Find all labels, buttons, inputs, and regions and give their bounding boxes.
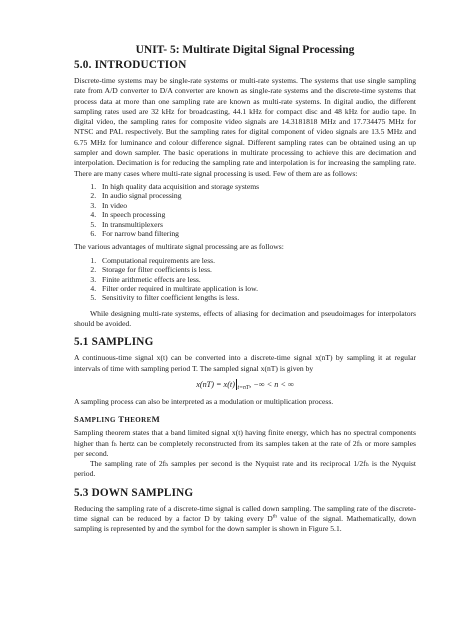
list-item: 6. For narrow band filtering	[98, 229, 416, 238]
list-item: 5. Sensitivity to filter coefficient lengths is less.	[98, 293, 416, 302]
list-item: 3. Finite arithmetic effects are less.	[98, 275, 416, 284]
down-sampling-paragraph: Reducing the sampling rate of a discrete-time signal is called down sampling. The sampling rate of the discrete-time signal can be reduced by a factor D by taking every Dth value of the signal. Mathematically, down sampling is represented by and the symbol for the down sampler is shown in Figure 5.1.	[74, 503, 416, 534]
introduction-heading: 5.0. INTRODUCTION	[74, 59, 187, 71]
advantages-list	[74, 256, 416, 303]
sampling-theorem-heading: SAMPLING THEOREM	[74, 414, 161, 425]
introduction-paragraph: Discrete-time systems may be single-rate systems or multi-rate systems. The systems that use single sampling rate from A/D converter to D/A converter are known as single-rate systems and the discrete-time systems that process data at more than one sampling rate are known as multi-rate systems. In digital audio, the different sampling rates used are 32 kHz for broadcasting, 44.1 kHz for compact disc and 48 kHz for audio tape. In digital video, the sampling rates for composite video signals are 14.3181818 MHz and 17.734475 MHz for NTSC and PAL respectively. But the sampling rates for digital component of video signals are 13.5 MHz and 6.75 MHz for luminance and colour difference signal. Different sampling rates can be obtained using an up sampler and down sampler. The basic operations in multirate processing to achieve this are decimation and interpolation. Decimation is for reducing the sampling rate and interpolation is for increasing the sampling rate. There are many cases where multi-rate signal processing is used. Few of them are as follows:	[74, 76, 416, 178]
list-item: 2. Storage for filter coefficients is less.	[98, 265, 416, 274]
list-item: 2. In audio signal processing	[98, 191, 416, 200]
modulation-sentence: A sampling process can also be interpreted as a modulation or multiplication process.	[74, 396, 334, 406]
list-item: 5. In transmultiplexers	[98, 220, 416, 229]
list-item: 1. In high quality data acquisition and storage systems	[98, 182, 416, 191]
unit-title: UNIT- 5: Multirate Digital Signal Processing	[135, 44, 355, 56]
document-page	[74, 44, 416, 535]
sampling-equation	[74, 379, 416, 391]
list-item: 1. Computational requirements are less.	[98, 256, 416, 265]
list-item: 3. In video	[98, 201, 416, 210]
closing-paragraph: While designing multi-rate systems, effects of aliasing for decimation and pseudoimages for interpolators should be avoided.	[74, 308, 416, 329]
list-item: 4. In speech processing	[98, 210, 416, 219]
list-item: 4. Filter order required in multirate application is low.	[98, 284, 416, 293]
advantages-intro: The various advantages of multirate signal processing are as follows:	[74, 242, 284, 252]
evaluation-bar	[236, 379, 237, 390]
nyquist-paragraph: The sampling rate of 2fₕ samples per second is the Nyquist rate and its reciprocal 1/2fₕ is the Nyquist period.	[74, 459, 416, 479]
sampling-paragraph: A continuous-time signal x(t) can be converted into a discrete-time signal x(nT) by sampling it at regular intervals of time with sampling period T. The sampled signal x(nT) is given by	[74, 353, 416, 373]
sampling-heading: 5.1 SAMPLING	[74, 336, 154, 349]
equation-rhs: , −∞ < n < ∞	[249, 379, 294, 389]
sampling-theorem-paragraph: Sampling theorem states that a band limited signal x(t) having finite energy, which has no spectral components higher than fₕ hertz can be completely reconstructed from its samples taken at the rate of 2fₕ or more samples per second.	[74, 428, 416, 458]
equation-subscript: t=nT	[237, 384, 250, 391]
uses-list	[74, 182, 416, 238]
equation-lhs: x(nT) = x(t)	[196, 379, 235, 389]
down-sampling-heading: 5.3 DOWN SAMPLING	[74, 486, 194, 499]
